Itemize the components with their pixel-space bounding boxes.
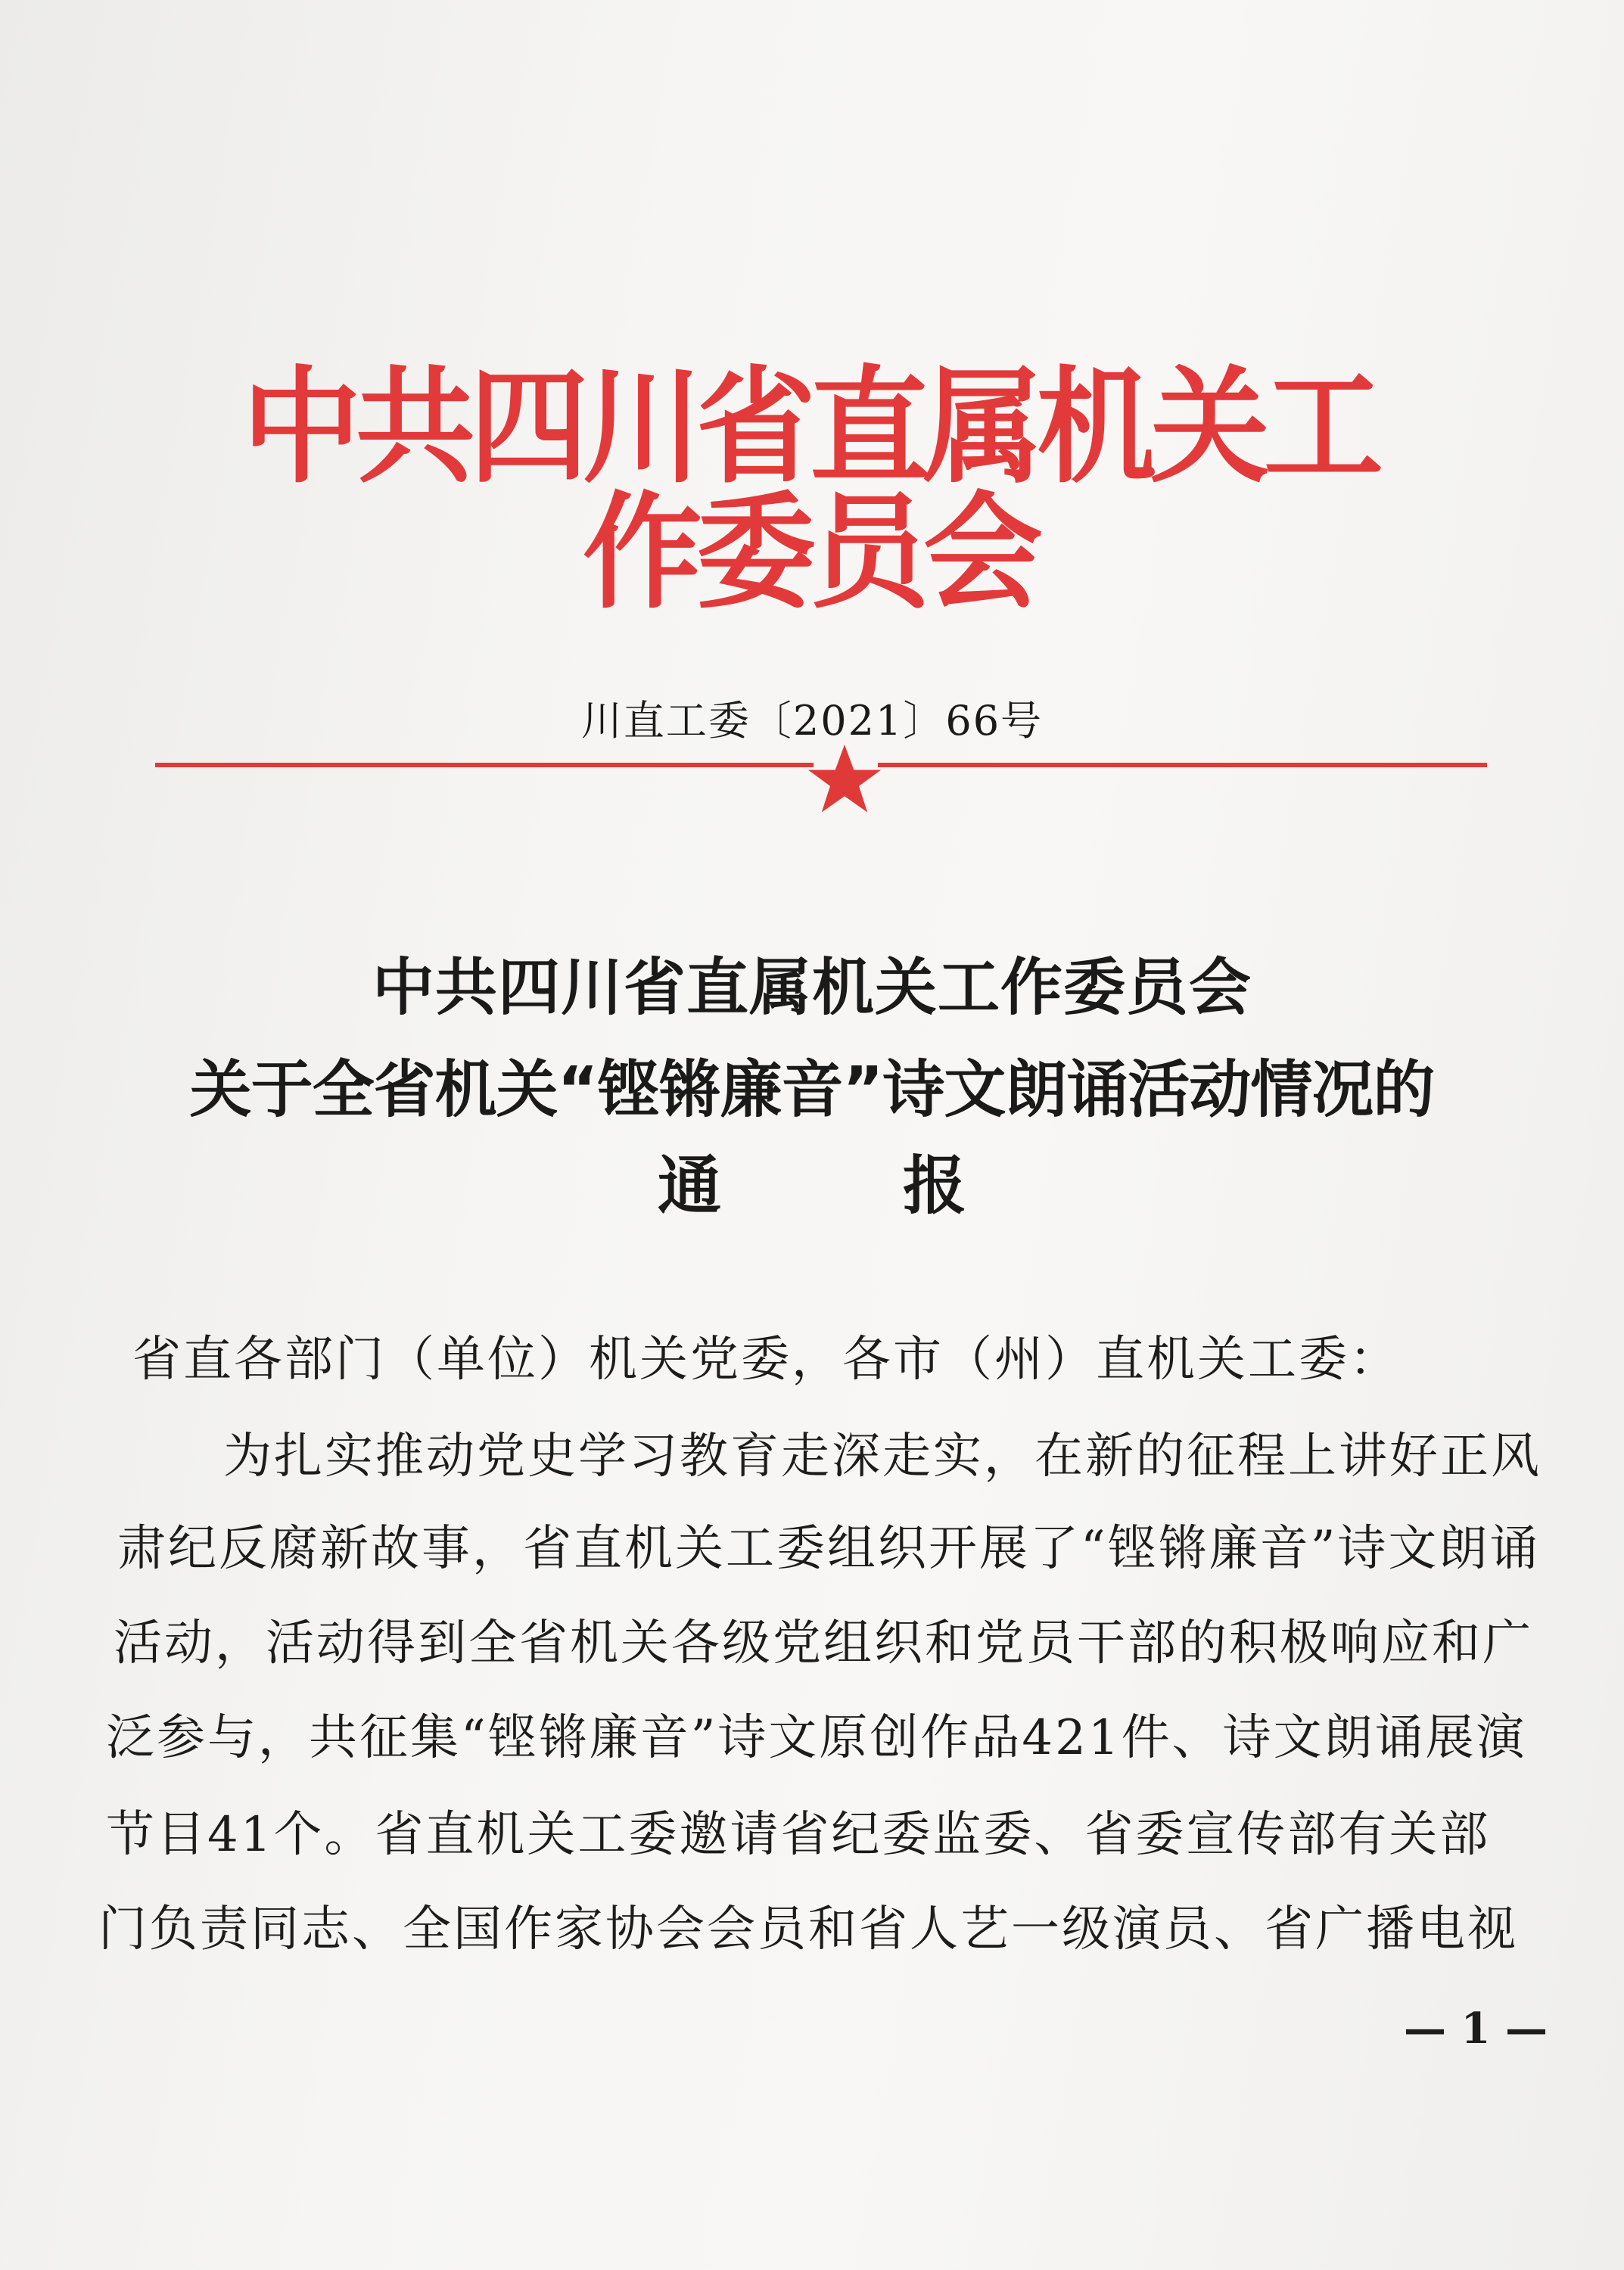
issuer-heading: 中共四川省直属机关工作委员会 (242, 354, 1377, 627)
body-line: 节目41个。省直机关工委邀请省纪委监委、省委宣传部有关部 (106, 1807, 1491, 1863)
title-line-2: 关于全省机关“铿锵廉音”诗文朗诵活动情况的 (189, 1054, 1435, 1126)
star-icon (802, 738, 887, 822)
salutation: 省直各部门（单位）机关党委，各市（州）直机关工委： (132, 1332, 1400, 1388)
body-line: 为扎实推动党史学习教育走深走实，在新的征程上讲好正风 (223, 1429, 1542, 1485)
body-line: 门负责同志、全国作家协会会员和省人艺一级演员、省广播电视 (98, 1902, 1518, 1957)
title-char-2: 报 (903, 1149, 967, 1223)
body-line: 活动，活动得到全省机关各级党组织和党员干部的积极响应和广 (114, 1615, 1533, 1671)
page-number: — 1 — (1404, 2004, 1548, 2054)
title-char-1: 通 (657, 1149, 721, 1223)
body-line: 肃纪反腐新故事，省直机关工委组织开展了“铿锵廉音”诗文朗诵 (117, 1521, 1541, 1577)
title-line-3 (0, 1135, 1624, 1227)
body-line: 泛参与，共征集“铿锵廉音”诗文原创作品421件、诗文朗诵展演 (106, 1710, 1527, 1766)
document-number: 川直工委〔2021〕66号 (580, 697, 1044, 745)
title-line-1: 中共四川省直属机关工作委员会 (372, 952, 1252, 1024)
red-rule-left (155, 763, 814, 767)
red-rule-right (878, 763, 1487, 767)
